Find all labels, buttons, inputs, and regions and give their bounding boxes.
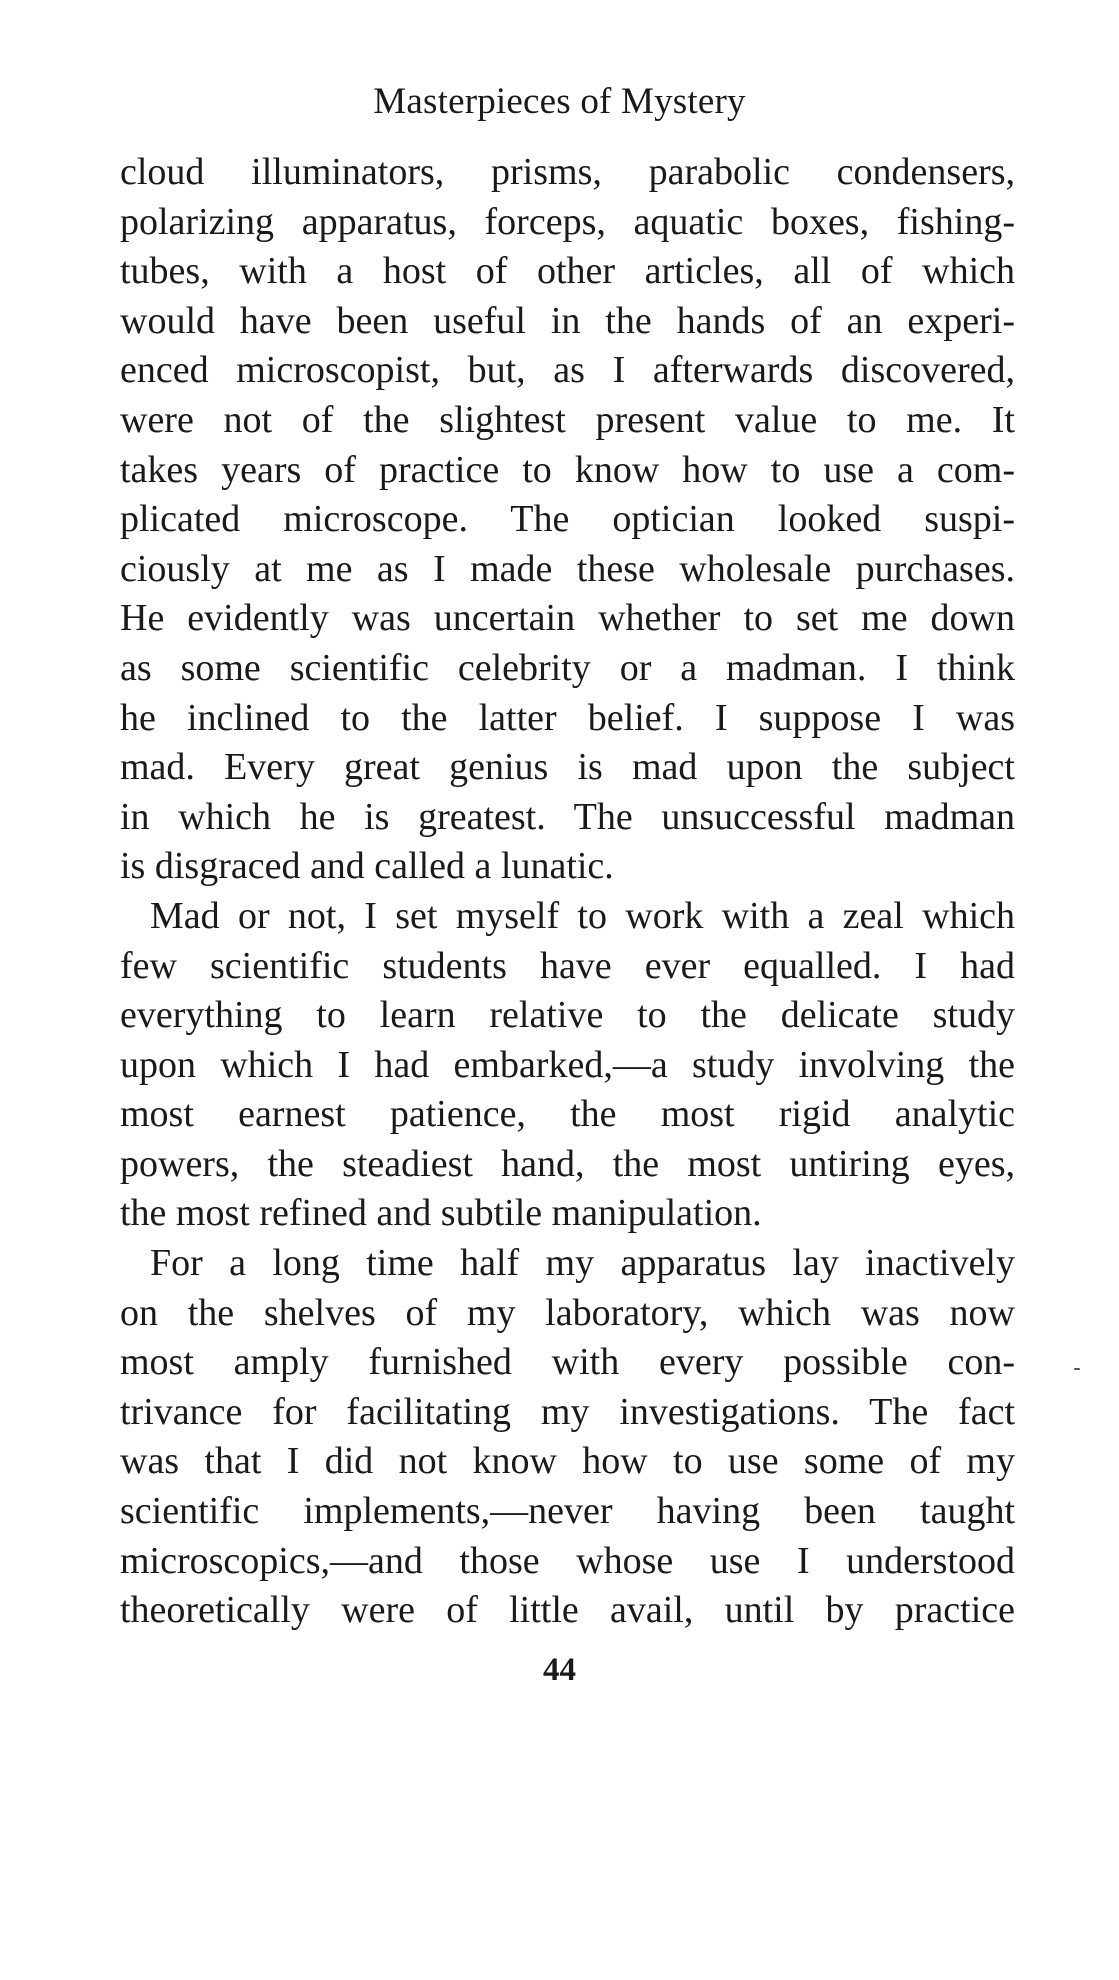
text-line: most amply furnished with every possible con- <box>120 1341 1015 1384</box>
text-line: theoretically were of little avail, until by practice <box>120 1589 1015 1632</box>
text-line: in which he is greatest. The unsuccessful madman <box>120 795 1015 838</box>
page-number: 44 <box>543 1652 576 1688</box>
body-text <box>120 148 1015 1636</box>
text-line: cloud illuminators, prisms, parabolic condensers, <box>120 151 1015 193</box>
text-line: trivance for facilitating my investigations. The fact <box>120 1390 1015 1433</box>
text-line: polarizing apparatus, forceps, aquatic boxes, fishing- <box>120 200 1015 243</box>
text-line: For a long time half my apparatus lay inactively <box>150 1242 1015 1285</box>
text-line: scientific implements,—never having been taught <box>120 1490 1015 1533</box>
paragraph-3 <box>120 1239 1015 1636</box>
text-line: on the shelves of my laboratory, which was now <box>120 1291 1015 1334</box>
text-line: microscopics,—and those whose use I understood <box>120 1539 1015 1582</box>
text-line: mad. Every great genius is mad upon the subject <box>120 746 1015 789</box>
text-line: tubes, with a host of other articles, all of which <box>120 250 1015 293</box>
margin-ink-mark <box>1074 1368 1080 1370</box>
text-line: is disgraced and called a lunatic. <box>120 845 614 888</box>
text-line: Mad or not, I set myself to work with a zeal which <box>150 894 1015 937</box>
text-line: plicated microscope. The optician looked suspi- <box>120 498 1015 541</box>
text-line: was that I did not know how to use some of my <box>120 1440 1015 1483</box>
text-line: were not of the slightest present value to me. It <box>120 398 1015 441</box>
text-line: most earnest patience, the most rigid analytic <box>120 1093 1015 1136</box>
text-line: the most refined and subtile manipulation. <box>120 1192 762 1235</box>
text-line: few scientific students have ever equalled. I had <box>120 944 1015 987</box>
text-line: everything to learn relative to the delicate study <box>120 994 1015 1037</box>
text-line: He evidently was uncertain whether to set me down <box>120 597 1015 640</box>
text-line: would have been useful in the hands of an experi- <box>120 299 1015 342</box>
text-line: powers, the steadiest hand, the most untiring eyes, <box>120 1142 1015 1185</box>
text-line: upon which I had embarked,—a study involving the <box>120 1043 1015 1086</box>
text-line: ciously at me as I made these wholesale purchases. <box>120 547 1015 590</box>
text-line: enced microscopist, but, as I afterwards discovered, <box>120 349 1015 392</box>
running-head: Masterpieces of Mystery <box>373 81 746 122</box>
paragraph-1 <box>120 148 1015 892</box>
text-line: he inclined to the latter belief. I suppose I was <box>120 696 1015 739</box>
paragraph-2 <box>120 892 1015 1239</box>
text-line: as some scientific celebrity or a madman. I think <box>120 646 1015 689</box>
text-line: takes years of practice to know how to use a com- <box>120 448 1015 491</box>
